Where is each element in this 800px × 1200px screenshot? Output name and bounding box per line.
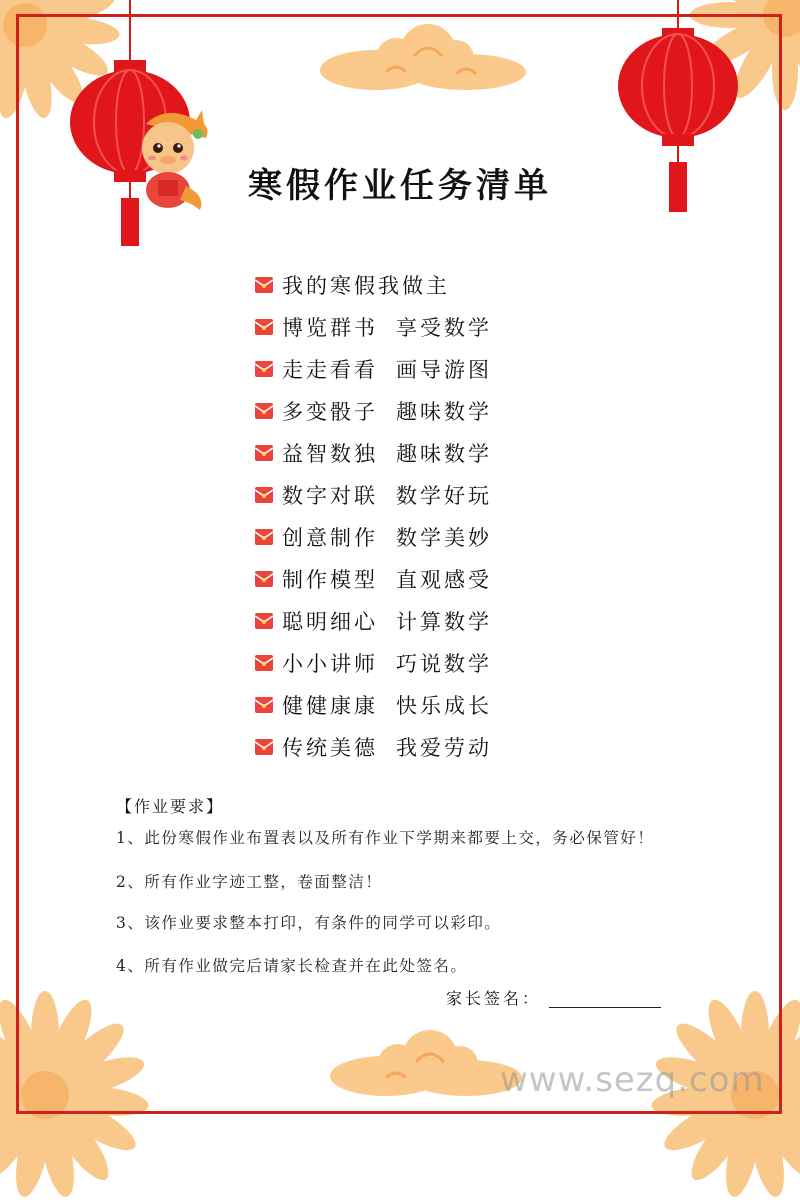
task-item bbox=[254, 348, 492, 390]
red-envelope-icon bbox=[254, 611, 274, 631]
watermark: www.sezq.com bbox=[500, 1060, 765, 1100]
task-label: 健健康康 bbox=[282, 694, 378, 718]
task-subtitle: 快乐成长 bbox=[396, 694, 492, 718]
parent-signature bbox=[446, 986, 661, 1009]
task-item bbox=[254, 264, 492, 306]
red-envelope-icon bbox=[254, 317, 274, 337]
cloud-icon bbox=[316, 20, 530, 96]
task-subtitle: 直观感受 bbox=[396, 568, 492, 592]
task-item bbox=[254, 684, 492, 726]
requirements-heading: 【作业要求】 bbox=[116, 797, 225, 816]
task-label: 我的寒假我做主 bbox=[282, 274, 450, 298]
page-title: 寒假作业任务清单 bbox=[248, 166, 552, 206]
requirement-item: 4、所有作业做完后请家长检查并在此处签名。 bbox=[116, 957, 468, 975]
task-label: 传统美德 bbox=[282, 736, 378, 760]
task-item bbox=[254, 516, 492, 558]
task-item bbox=[254, 642, 492, 684]
task-label: 益智数独 bbox=[282, 442, 378, 466]
red-envelope-icon bbox=[254, 401, 274, 421]
task-label: 小小讲师 bbox=[282, 652, 378, 676]
task-subtitle: 趣味数学 bbox=[396, 400, 492, 424]
task-subtitle: 我爱劳动 bbox=[396, 736, 492, 760]
red-envelope-icon bbox=[254, 485, 274, 505]
red-envelope-icon bbox=[254, 569, 274, 589]
task-subtitle: 享受数学 bbox=[396, 316, 492, 340]
task-subtitle: 巧说数学 bbox=[396, 652, 492, 676]
red-envelope-icon bbox=[254, 695, 274, 715]
signature-label: 家长签名： bbox=[446, 989, 542, 1008]
requirement-item: 2、所有作业字迹工整，卷面整洁！ bbox=[116, 873, 383, 891]
task-subtitle: 数学美妙 bbox=[396, 526, 492, 550]
task-label: 数字对联 bbox=[282, 484, 378, 508]
red-envelope-icon bbox=[254, 359, 274, 379]
task-label: 制作模型 bbox=[282, 568, 378, 592]
task-subtitle: 画导游图 bbox=[396, 358, 492, 382]
red-envelope-icon bbox=[254, 653, 274, 673]
task-subtitle: 计算数学 bbox=[396, 610, 492, 634]
requirement-item: 3、该作业要求整本打印，有条件的同学可以彩印。 bbox=[116, 914, 502, 932]
task-item bbox=[254, 600, 492, 642]
task-item bbox=[254, 558, 492, 600]
task-subtitle: 数学好玩 bbox=[396, 484, 492, 508]
red-envelope-icon bbox=[254, 443, 274, 463]
requirement-item: 1、此份寒假作业布置表以及所有作业下学期来都要上交，务必保管好！ bbox=[116, 829, 655, 847]
task-label: 多变骰子 bbox=[282, 400, 378, 424]
signature-line[interactable] bbox=[549, 987, 661, 1008]
task-list bbox=[254, 264, 492, 768]
task-subtitle: 趣味数学 bbox=[396, 442, 492, 466]
task-item bbox=[254, 390, 492, 432]
cloud-icon bbox=[326, 1026, 526, 1100]
task-label: 走走看看 bbox=[282, 358, 378, 382]
red-envelope-icon bbox=[254, 737, 274, 757]
task-label: 创意制作 bbox=[282, 526, 378, 550]
red-envelope-icon bbox=[254, 527, 274, 547]
task-item bbox=[254, 306, 492, 348]
task-item bbox=[254, 474, 492, 516]
task-label: 博览群书 bbox=[282, 316, 378, 340]
task-item bbox=[254, 726, 492, 768]
red-envelope-icon bbox=[254, 275, 274, 295]
task-label: 聪明细心 bbox=[282, 610, 378, 634]
task-item bbox=[254, 432, 492, 474]
